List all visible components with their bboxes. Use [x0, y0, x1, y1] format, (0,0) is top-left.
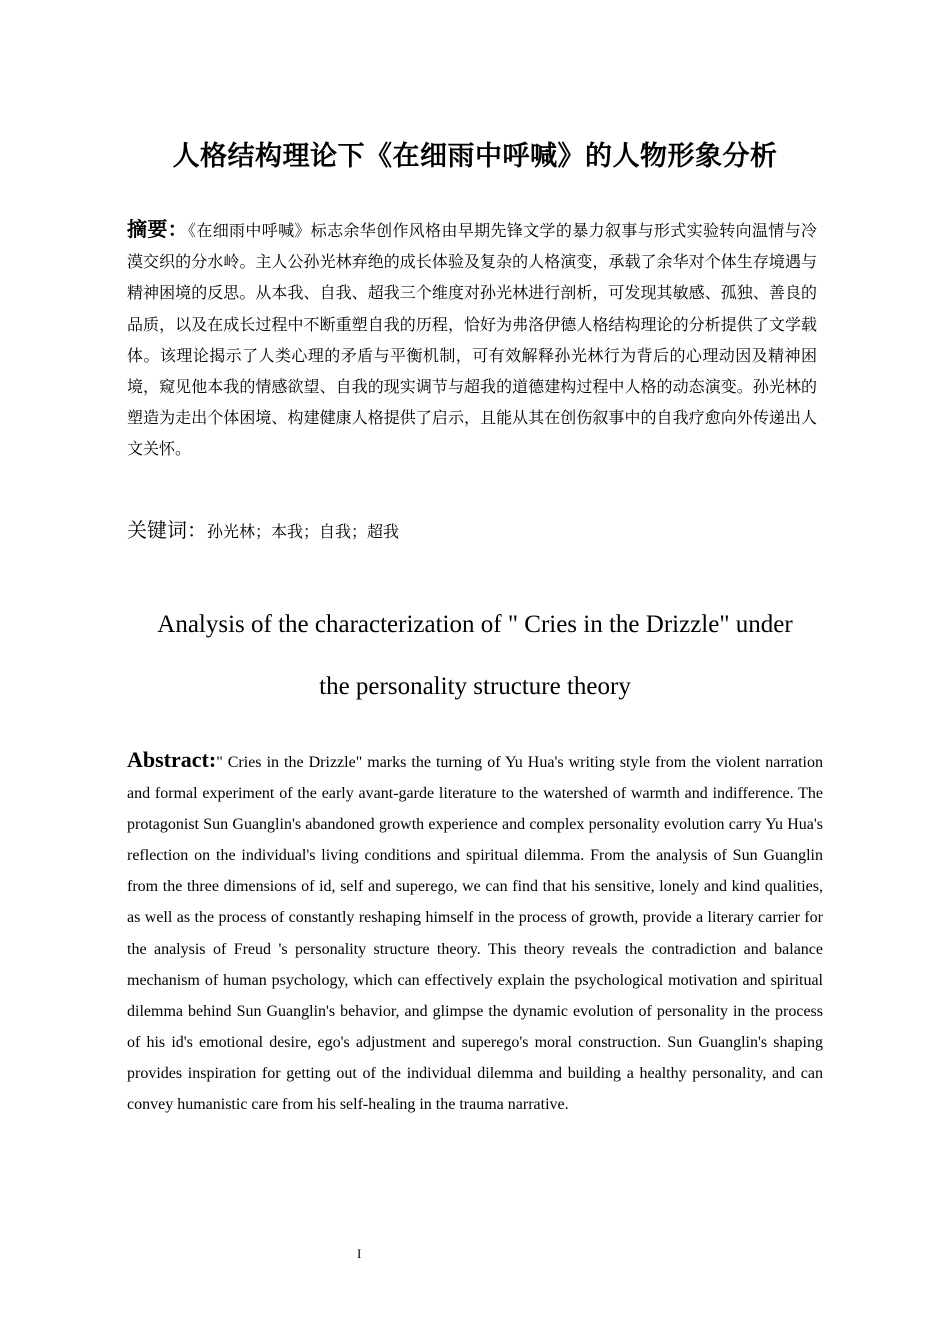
english-title-line-1: Analysis of the characterization of " Cries in the Drizzle" under [157, 611, 793, 638]
chinese-keywords-text: 孙光林；本我；自我；超我 [207, 522, 400, 541]
chinese-keywords [127, 514, 817, 543]
chinese-abstract-label: 摘要： [127, 217, 189, 241]
english-abstract-label: Abstract: [127, 747, 217, 772]
page-number: I [357, 1246, 362, 1261]
chinese-abstract [127, 214, 817, 465]
english-title [127, 594, 823, 718]
chinese-keywords-label: 关键词： [127, 518, 207, 542]
english-abstract-text: " Cries in the Drizzle" marks the turning of Yu Hua's writing style from the violent narration and formal experiment of the early avant-garde literature to the watershed of warmth and indifference. The protagonist Sun Guanglin's abandoned growth experience and complex personality evolution carry Yu Hua's reflection on the individual's living conditions and spiritual dilemma. From the analysis of Sun Guanglin from the three dimensions of id, self and superego, we can find that his sensitive, lonely and kind qualities, as well as the process of constantly reshaping himself in the process of growth, provide a literary carrier for the analysis of Freud 's personality structure theory. This theory reveals the contradiction and balance mechanism of human psychology, which can effectively explain the psychological motivation and spiritual dilemma behind Sun Guanglin's behavior, and glimpse the dynamic evolution of personality in the process of his id's emotional desire, ego's adjustment and superego's moral construction. Sun Guanglin's shaping provides inspiration for getting out of the individual dilemma and building a healthy personality, and can convey humanistic care from his self-healing in the trauma narrative. [127, 754, 823, 1114]
chinese-abstract-text: 《在细雨中呼喊》标志余华创作风格由早期先锋文学的暴力叙事与形式实验转向温情与冷漠交织的分水岭。主人公孙光林弃绝的成长体验及复杂的人格演变，承载了余华对个体生存境遇与精神困境的反思。从本我、自我、超我三个维度对孙光林进行剖析，可发现其敏感、孤独、善良的品质，以及在成长过程中不断重塑自我的历程，恰好为弗洛伊德人格结构理论的分析提供了文学载体。该理论揭示了人类心理的矛盾与平衡机制，可有效解释孙光林行为背后的心理动因及精神困境，窥见他本我的情感欲望、自我的现实调节与超我的道德建构过程中人格的动态演变。孙光林的塑造为走出个体困境、构建健康人格提供了启示，且能从其在创伤叙事中的自我疗愈向外传递出人文关怀。 [127, 221, 817, 459]
english-title-line-2: the personality structure theory [319, 673, 631, 700]
english-abstract [127, 744, 823, 1120]
chinese-title: 人格结构理论下《在细雨中呼喊》的人物形象分析 [172, 141, 778, 172]
